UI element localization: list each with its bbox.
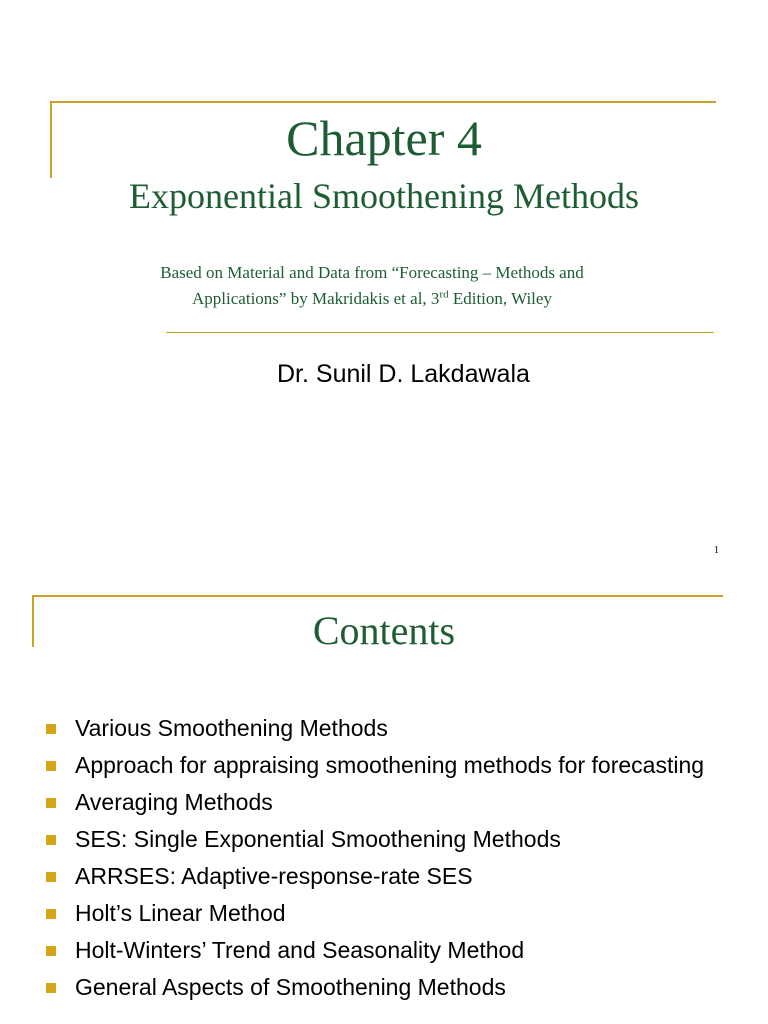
top-gold-rule [50, 101, 716, 103]
list-item-text: Holt’s Linear Method [75, 900, 286, 926]
list-item [40, 787, 730, 817]
list-item-text: ARRSES: Adaptive-response-rate SES [75, 863, 473, 889]
contents-title: Contents [312, 608, 456, 653]
square-bullet-icon [46, 946, 56, 956]
square-bullet-icon [46, 835, 56, 845]
author-name: Dr. Sunil D. Lakdawala [277, 360, 530, 388]
list-item-text: SES: Single Exponential Smoothening Methods [75, 826, 561, 852]
top-gold-rule [32, 595, 723, 597]
contents-list [40, 713, 730, 1009]
list-item-text: General Aspects of Smoothening Methods [75, 974, 506, 1000]
chapter-title: Chapter 4 [286, 110, 482, 166]
square-bullet-icon [46, 724, 56, 734]
list-item-text: Approach for appraising smoothening methods for forecasting [75, 752, 705, 778]
square-bullet-icon [46, 909, 56, 919]
chapter-subtitle: Exponential Smoothening Methods [129, 176, 639, 216]
square-bullet-icon [46, 798, 56, 808]
list-item [40, 713, 730, 743]
square-bullet-icon [46, 761, 56, 771]
list-item [40, 972, 730, 1002]
list-item [40, 750, 730, 780]
edition-superscript: rd [439, 288, 449, 301]
list-item [40, 824, 730, 854]
list-item-text: Holt-Winters’ Trend and Seasonality Method [75, 937, 525, 963]
source-line-1: Based on Material and Data from “Forecasting – Methods and [160, 263, 584, 282]
source-line-2-start: Applications” by Makridakis et al, 3 [192, 289, 440, 308]
source-note [100, 260, 644, 312]
list-item [40, 898, 730, 928]
list-item [40, 935, 730, 965]
page-number: 1 [714, 545, 719, 556]
square-bullet-icon [46, 872, 56, 882]
source-line-2-end: Edition, Wiley [448, 289, 552, 308]
list-item [40, 861, 730, 891]
list-item-text: Averaging Methods [75, 789, 273, 815]
source-line-2 [100, 286, 644, 312]
divider-gold-rule [166, 332, 714, 333]
square-bullet-icon [46, 983, 56, 993]
contents-slide [0, 575, 768, 1024]
list-item-text: Various Smoothening Methods [75, 715, 388, 741]
